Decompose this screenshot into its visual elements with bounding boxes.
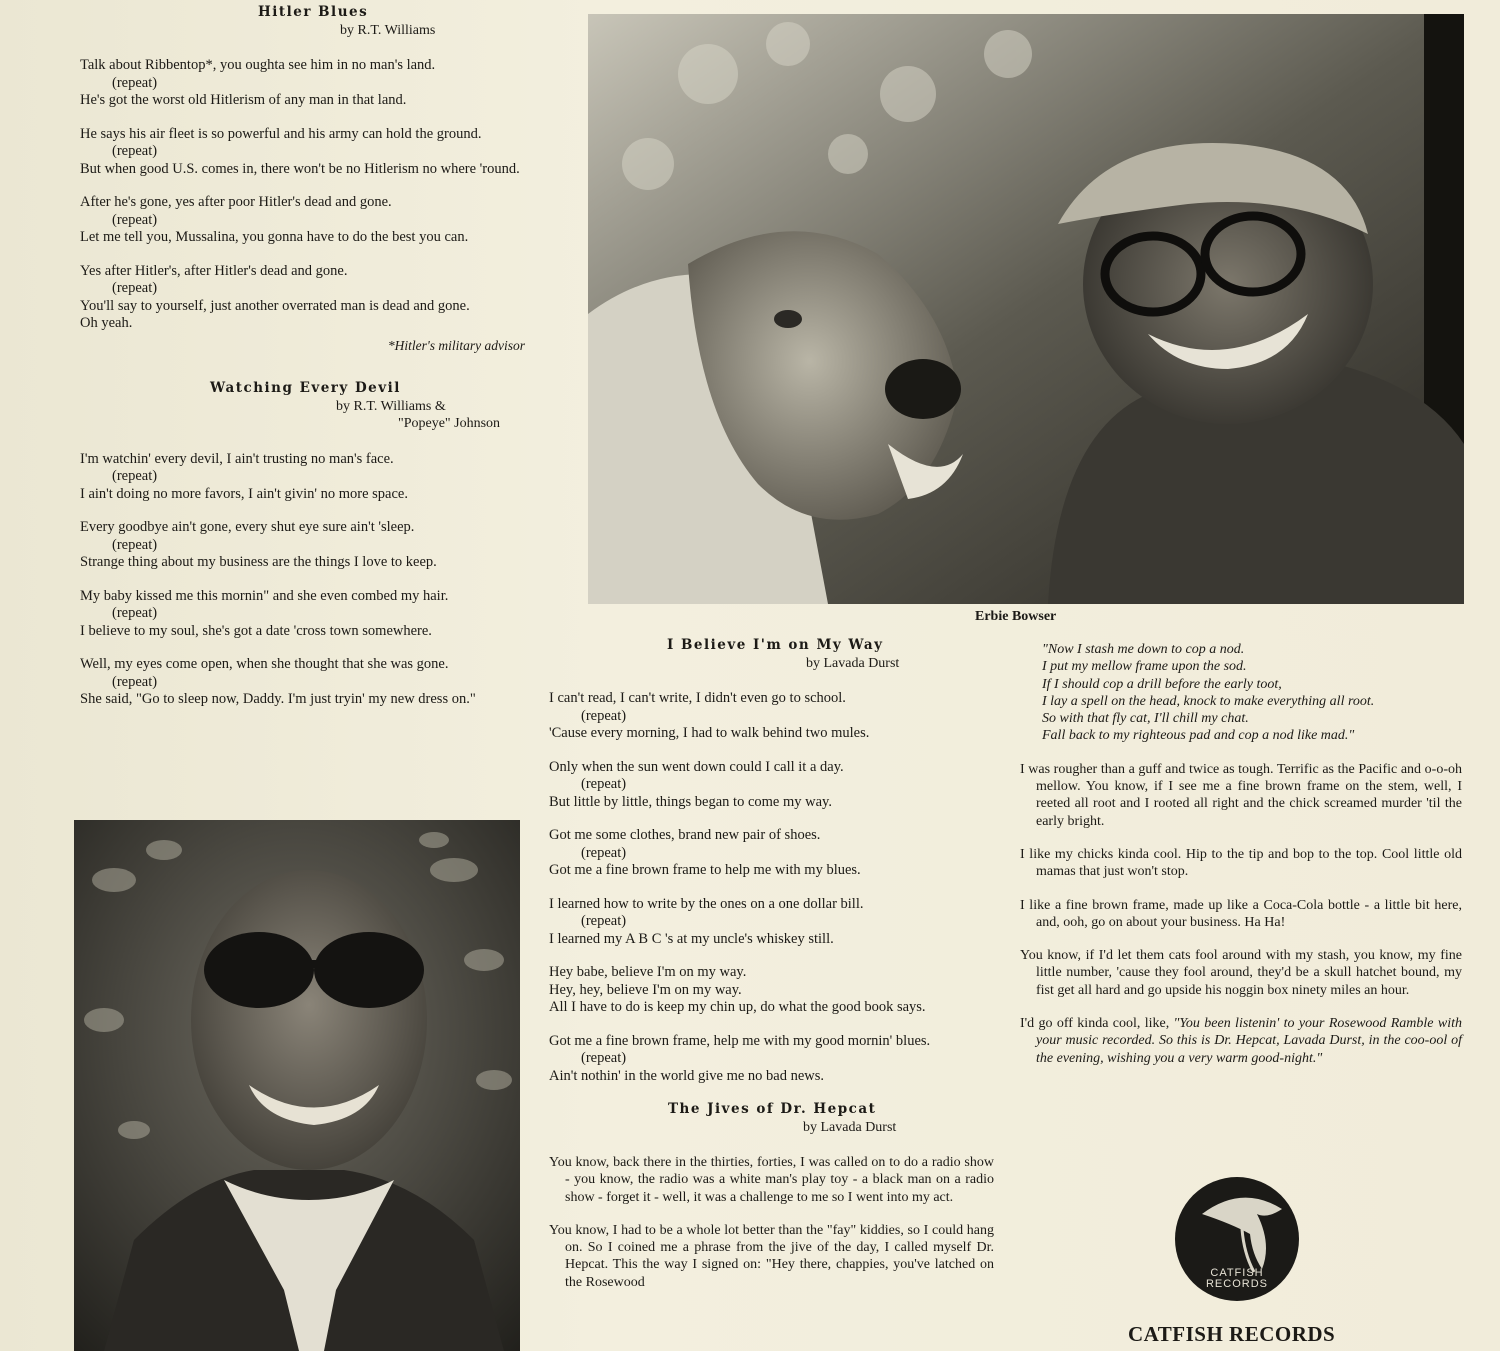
believe-byline: by Lavada Durst <box>806 655 900 671</box>
right-column <box>1020 641 1462 1083</box>
catfish-records-logo <box>1172 1174 1302 1304</box>
watching-title: Watching Every Devil <box>210 380 401 396</box>
hitler-stanza-2: He says his air fleet is so powerful and his army can hold the ground. (repeat) But when good U.S. comes in, there won't be no Hitlerism no where 'round. <box>80 125 520 177</box>
believe-stanza-3: Got me some clothes, brand new pair of shoes. (repeat) Got me a fine brown frame to help me with my blues. <box>549 827 861 878</box>
sign-off-poem: "Now I stash me down to cop a nod. I put my mellow frame upon the sod. If I should cop a drill before the early toot, I lay a spell on the head, knock to make everything all root. So with that fly cat, I'll chill my chat. Fall back to my righteous pad and cop a nod like mad." <box>1042 642 1375 744</box>
left-column <box>80 4 525 725</box>
right-paragraph-5: I'd go off kinda cool, like, "You been listenin' to your Rosewood Ramble with your music recorded. So this is Dr. Hepcat, Lavada Durst, in the coo-ool of the evening, wishing you a very warm good-night." <box>1020 1016 1462 1066</box>
believe-stanza-5: Hey babe, believe I'm on my way. Hey, hey, believe I'm on my way. All I have to do is keep my chin up, do what the good book says. <box>549 964 926 1015</box>
right-paragraph-1: I was rougher than a guff and twice as tough. Terrific as the Pacific and o-o-oh mellow. You know, if I see me a fine brown frame on the stem, well, I reeted all root and I rooted all right and the chick screamed murder 'til the early bright. <box>1020 761 1462 829</box>
hitler-blues-byline: by R.T. Williams <box>340 22 436 38</box>
portrait-photo-graphic <box>74 820 520 1351</box>
hitler-stanza-4: Yes after Hitler's, after Hitler's dead and gone. (repeat) You'll say to yourself, just another overrated man is dead and gone. Oh yeah. <box>80 262 470 331</box>
hitler-blues-title: Hitler Blues <box>258 4 369 20</box>
footnote: *Hitler's military advisor <box>387 337 525 353</box>
watching-byline-2: "Popeye" Johnson <box>398 416 501 431</box>
watching-stanza-1: I'm watchin' every devil, I ain't trusting no man's face. (repeat) I ain't doing no more favors, I ain't givin' no more space. <box>80 450 408 502</box>
hitler-stanza-1: Talk about Ribbentop*, you oughta see him in no man's land. (repeat) He's got the worst old Hitlerism of any man in that land. <box>80 57 436 108</box>
hitler-stanza-3: After he's gone, yes after poor Hitler's dead and gone. (repeat) Let me tell you, Mussalina, you gonna have to do the best you can. <box>80 194 469 245</box>
jives-title: The Jives of Dr. Hepcat <box>668 1101 877 1117</box>
jives-paragraph-1: You know, back there in the thirties, forties, I was called on to do a radio show - you know, the radio was a white man's play toy - a black man on a radio show - forget it - well, it was a challenge to me so I went into my act. <box>549 1155 994 1205</box>
middle-column <box>549 637 994 1307</box>
logo-text-records: RECORDS <box>1205 1278 1268 1290</box>
photo-caption: Erbie Bowser <box>975 609 1057 624</box>
watching-stanza-3: My baby kissed me this mornin" and she even combed my hair. (repeat) I believe to my soul, she's got a date 'cross town somewhere. <box>80 587 449 639</box>
believe-stanza-1: I can't read, I can't write, I didn't even go to school. (repeat) 'Cause every morning, I had to walk behind two mules. <box>549 690 870 741</box>
believe-stanza-2: Only when the sun went down could I call it a day. (repeat) But little by little, things began to come my way. <box>549 758 844 810</box>
right-paragraph-3: I like a fine brown frame, made up like a Coca-Cola bottle - a little bit here, and, ooh, go on about your business. Ha Ha! <box>1020 897 1462 930</box>
portrait-photo-man-sunglasses <box>74 820 520 1351</box>
right-paragraph-2: I like my chicks kinda cool. Hip to the tip and bop to the top. Cool little old mamas that just won't stop. <box>1020 846 1462 880</box>
watching-byline-1: by R.T. Williams & <box>336 398 446 414</box>
watching-stanza-2: Every goodbye ain't gone, every shut eye sure ain't 'sleep. (repeat) Strange thing about my business are the things I love to keep. <box>80 519 437 570</box>
logo-text-catfish: CATFISH <box>1210 1267 1264 1279</box>
jives-paragraph-2: You know, I had to be a whole lot better than the "fay" kiddies, so I could hang on. So I coined me a phrase from the jive of the day, I called myself Dr. Hepcat. This the way I signed on: "Hey there, chappies, you've latched on the Rosewood <box>549 1222 994 1290</box>
believe-title: I Believe I'm on My Way <box>667 637 884 653</box>
jives-byline: by Lavada Durst <box>803 1119 897 1135</box>
catfish-records-label: CATFISH RECORDS <box>1128 1322 1336 1346</box>
watching-stanza-4: Well, my eyes come open, when she thought that she was gone. (repeat) She said, "Go to sleep now, Daddy. I'm just tryin' my new dress on." <box>80 656 476 707</box>
erbie-photo-graphic <box>588 14 1464 604</box>
believe-stanza-4: I learned how to write by the ones on a one dollar bill. (repeat) I learned my A B C 's at my uncle's whiskey still. <box>549 895 864 947</box>
believe-stanza-6: Got me a fine brown frame, help me with my good mornin' blues. (repeat) Ain't nothin' in the world give me no bad news. <box>549 1032 931 1084</box>
right-paragraph-4: You know, if I'd let them cats fool around with my stash, you know, my fine little number, 'cause they fool around, they'd be a skull hatchet bound, my fist get all hard and go upside his noggin box ninety miles an hour. <box>1020 948 1462 998</box>
photo-erbie-bowser-with-dog <box>588 14 1464 604</box>
